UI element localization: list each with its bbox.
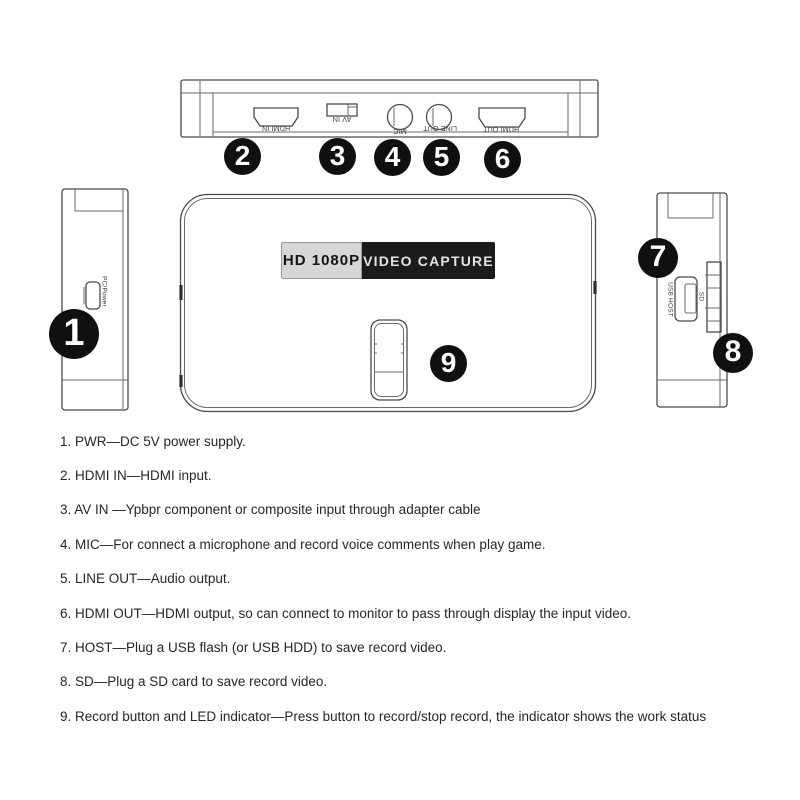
usb-host-port [675, 277, 697, 321]
hd1080p-label: HD 1080P [281, 242, 362, 279]
legend [60, 424, 790, 734]
product-label-plate [281, 242, 495, 279]
legend-item-8: 8. SD—Plug a SD card to save record video. [60, 674, 328, 690]
callout-8-number: 8 [724, 335, 742, 368]
legend-item-5: 5. LINE OUT—Audio output. [60, 571, 231, 587]
callout-7-usb-host [638, 238, 678, 278]
record-button [371, 320, 407, 400]
sd-card-slot [705, 262, 721, 332]
callout-9-number: 9 [440, 346, 457, 378]
legend-item-3: 3. AV IN —Ypbpr component or composite input through adapter cable [60, 502, 481, 518]
legend-item-7: 7. HOST—Plug a USB flash (or USB HDD) to save record video. [60, 640, 447, 656]
callout-5-line-out [423, 139, 460, 176]
legend-item-6: 6. HDMI OUT—HDMI output, so can connect to monitor to pass through display the input video. [60, 605, 632, 621]
callout-1-pwr [49, 309, 99, 359]
callout-7-number: 7 [649, 240, 667, 273]
callout-4-number: 4 [384, 140, 401, 172]
callout-8-sd [713, 333, 753, 373]
main-body-outline [178, 192, 598, 414]
mic-label: MIC [393, 127, 407, 134]
callout-3-av-in [319, 138, 356, 175]
callout-4-mic [374, 139, 411, 176]
callout-5-number: 5 [433, 140, 450, 172]
left-side-outline [60, 186, 130, 412]
callout-2-number: 2 [234, 139, 251, 171]
callout-2-hdmi-in [224, 138, 261, 175]
callout-6-number: 6 [494, 142, 511, 174]
callout-6-hdmi-out [484, 141, 521, 178]
legend-item-9: 9. Record button and LED indicator—Press button to record/stop record, the indicator shows the work status [60, 708, 707, 724]
legend-item-4: 4. MIC—For connect a microphone and record voice comments when play game. [60, 536, 546, 552]
callout-1-number: 1 [63, 311, 85, 354]
pc-power-port [84, 282, 100, 309]
legend-item-1: 1. PWR—DC 5V power supply. [60, 433, 246, 449]
mic-jack [388, 105, 413, 130]
sd-label: SD [697, 291, 705, 302]
usb-host-label: USB HOST [666, 282, 674, 317]
callout-3-number: 3 [329, 139, 346, 171]
pc-power-label: PC/Power [100, 276, 108, 307]
legend-item-2: 2. HDMI IN—HDMI input. [60, 468, 212, 484]
hdmi-out-label: HDMI OUT [482, 125, 520, 132]
hdmi-in-label: HDMI IN [261, 124, 291, 131]
callout-9-record-button [430, 345, 467, 382]
video-capture-label: VIDEO CAPTURE [362, 242, 495, 279]
line-out-label: LINE OUT [423, 124, 457, 131]
av-in-label: AV IN [332, 115, 352, 122]
